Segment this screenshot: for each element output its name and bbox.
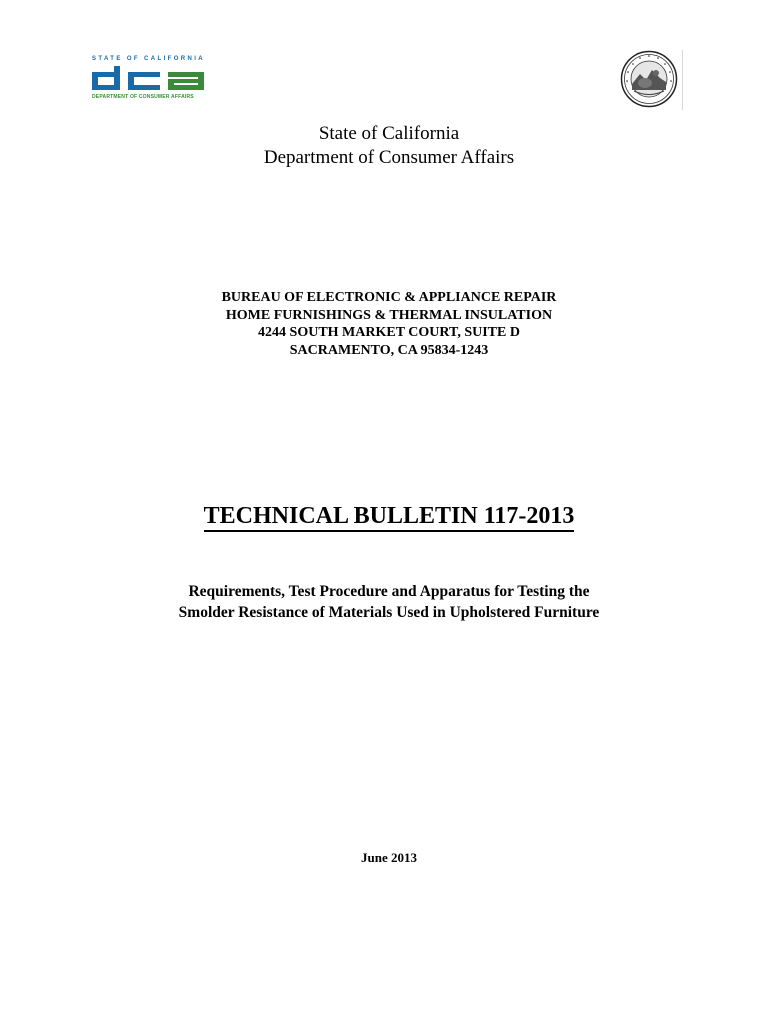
bureau-division: HOME FURNISHINGS & THERMAL INSULATION	[225, 307, 553, 323]
document-title-text: TECHNICAL BULLETIN 117-2013	[204, 503, 575, 532]
document-date: June 2013	[361, 850, 417, 865]
seal-edge-line	[682, 50, 683, 110]
logo-department-text: DEPARTMENT OF CONSUMER AFFAIRS	[92, 94, 194, 100]
bureau-street: 4244 SOUTH MARKET COURT, SUITE D	[258, 325, 520, 340]
subtitle-line-1: Requirements, Test Procedure and Apparatus for Testing the	[188, 583, 590, 600]
bureau-city: SACRAMENTO, CA 95834-1243	[289, 342, 489, 358]
document-title	[0, 503, 768, 530]
document-subtitle	[0, 581, 768, 623]
bureau-address	[0, 289, 768, 359]
header-department: Department of Consumer Affairs	[263, 147, 515, 168]
header-state: State of California	[318, 123, 460, 144]
header-agency	[0, 122, 768, 170]
dca-logo-mark	[90, 64, 208, 92]
subtitle-line-2: Smolder Resistance of Materials Used in Upholstered Furniture	[178, 604, 600, 621]
bureau-name: BUREAU OF ELECTRONIC & APPLIANCE REPAIR	[221, 290, 557, 305]
great-seal-of-california-icon	[620, 50, 678, 108]
dca-logo	[90, 56, 208, 102]
logo-state-text: STATE OF CALIFORNIA	[92, 56, 206, 62]
